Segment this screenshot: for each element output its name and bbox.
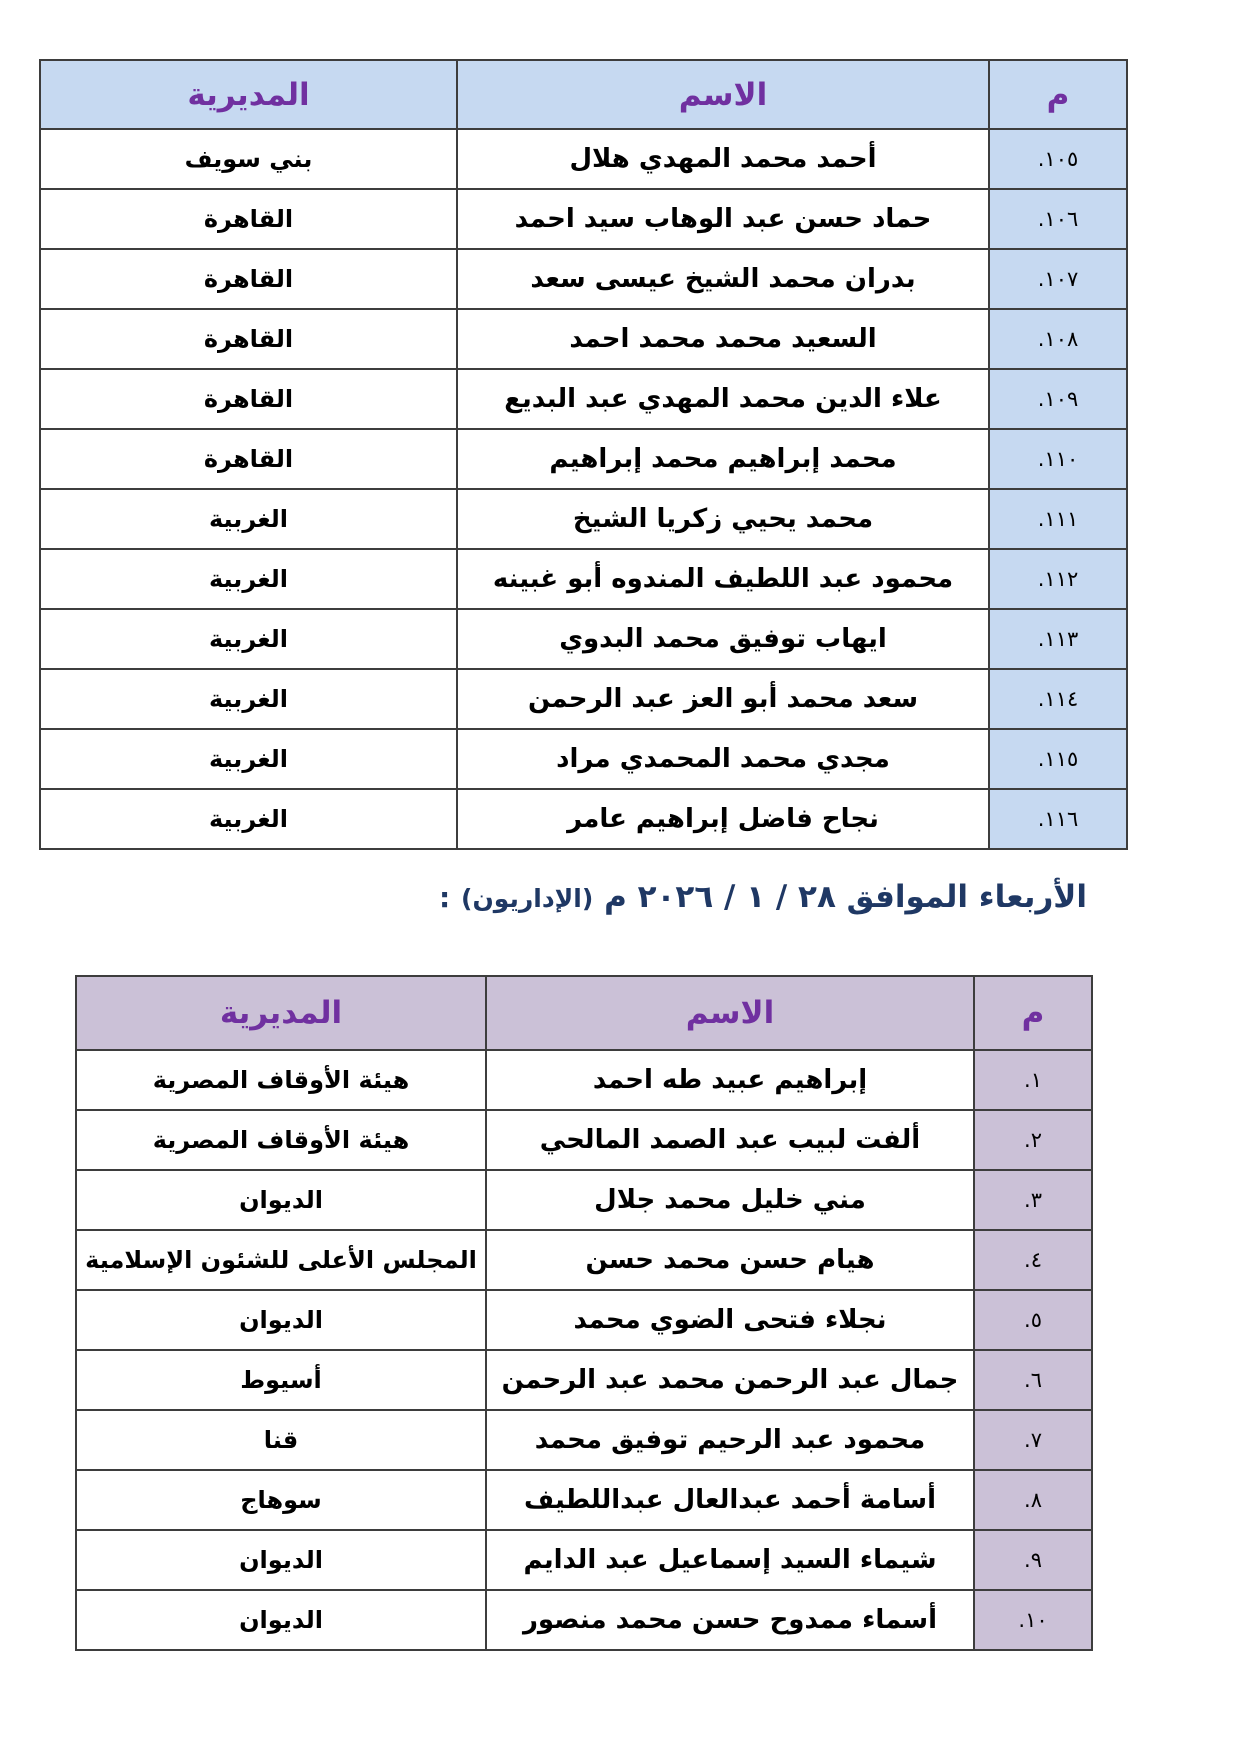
directorate-cell: القاهرة: [40, 429, 457, 489]
table-row: [40, 489, 1127, 549]
roster-table-2: [75, 975, 1093, 1651]
directorate-cell: قنا: [76, 1410, 486, 1470]
name-cell: علاء الدين محمد المهدي عبد البديع: [457, 369, 989, 429]
serial-cell: ١٠٥.: [989, 129, 1127, 189]
serial-cell: ٩.: [974, 1530, 1092, 1590]
name-cell: أحمد محمد المهدي هلال: [457, 129, 989, 189]
col-header-directorate: المديرية: [76, 976, 486, 1050]
table-row: [76, 1110, 1092, 1170]
table-row: [76, 1530, 1092, 1590]
name-cell: سعد محمد أبو العز عبد الرحمن: [457, 669, 989, 729]
serial-cell: ١٠٩.: [989, 369, 1127, 429]
serial-cell: ٧.: [974, 1410, 1092, 1470]
col-header-serial: م: [974, 976, 1092, 1050]
name-cell: محمود عبد اللطيف المندوه أبو غبينه: [457, 549, 989, 609]
serial-cell: ١١٠.: [989, 429, 1127, 489]
serial-cell: ١١١.: [989, 489, 1127, 549]
name-cell: ايهاب توفيق محمد البدوي: [457, 609, 989, 669]
serial-cell: ٢.: [974, 1110, 1092, 1170]
table-row: [76, 1290, 1092, 1350]
header-row: [76, 976, 1092, 1050]
directorate-cell: المجلس الأعلى للشئون الإسلامية: [76, 1230, 486, 1290]
table-row: [40, 669, 1127, 729]
roster-table-1: [39, 59, 1128, 850]
serial-cell: ١١٥.: [989, 729, 1127, 789]
table-row: [40, 549, 1127, 609]
directorate-cell: الغربية: [40, 609, 457, 669]
directorate-cell: الغربية: [40, 489, 457, 549]
table-row: [40, 189, 1127, 249]
serial-cell: ٦.: [974, 1350, 1092, 1410]
serial-cell: ٨.: [974, 1470, 1092, 1530]
serial-cell: ٥.: [974, 1290, 1092, 1350]
serial-cell: ٤.: [974, 1230, 1092, 1290]
name-cell: نجلاء فتحى الضوي محمد: [486, 1290, 974, 1350]
name-cell: حماد حسن عبد الوهاب سيد احمد: [457, 189, 989, 249]
section-heading-colon: :: [439, 881, 451, 914]
name-cell: هيام حسن محمد حسن: [486, 1230, 974, 1290]
col-header-name: الاسم: [486, 976, 974, 1050]
section-heading: [439, 879, 1087, 915]
serial-cell: ١٠٧.: [989, 249, 1127, 309]
name-cell: أسماء ممدوح حسن محمد منصور: [486, 1590, 974, 1650]
name-cell: أسامة أحمد عبدالعال عبداللطيف: [486, 1470, 974, 1530]
directorate-cell: القاهرة: [40, 369, 457, 429]
name-cell: إبراهيم عبيد طه احمد: [486, 1050, 974, 1110]
serial-cell: ١٠.: [974, 1590, 1092, 1650]
roster-table-2-body: [76, 1050, 1092, 1650]
name-cell: مني خليل محمد جلال: [486, 1170, 974, 1230]
table-row: [76, 1410, 1092, 1470]
name-cell: محمود عبد الرحيم توفيق محمد: [486, 1410, 974, 1470]
header-row: [40, 60, 1127, 129]
directorate-cell: الديوان: [76, 1590, 486, 1650]
name-cell: السعيد محمد محمد احمد: [457, 309, 989, 369]
directorate-cell: الديوان: [76, 1170, 486, 1230]
section-heading-group: (الإداريون): [461, 884, 594, 913]
directorate-cell: الغربية: [40, 729, 457, 789]
table-row: [76, 1590, 1092, 1650]
col-header-serial: م: [989, 60, 1127, 129]
directorate-cell: بني سويف: [40, 129, 457, 189]
directorate-cell: الغربية: [40, 549, 457, 609]
col-header-directorate: المديرية: [40, 60, 457, 129]
serial-cell: ١٠٨.: [989, 309, 1127, 369]
table-row: [40, 249, 1127, 309]
name-cell: نجاح فاضل إبراهيم عامر: [457, 789, 989, 849]
directorate-cell: الغربية: [40, 789, 457, 849]
table-row: [40, 369, 1127, 429]
serial-cell: ١١٣.: [989, 609, 1127, 669]
table-row: [40, 429, 1127, 489]
table-row: [76, 1230, 1092, 1290]
directorate-cell: القاهرة: [40, 249, 457, 309]
serial-cell: ٣.: [974, 1170, 1092, 1230]
name-cell: جمال عبد الرحمن محمد عبد الرحمن: [486, 1350, 974, 1410]
serial-cell: ١١٤.: [989, 669, 1127, 729]
name-cell: مجدي محمد المحمدي مراد: [457, 729, 989, 789]
serial-cell: ١١٦.: [989, 789, 1127, 849]
table-row: [76, 1470, 1092, 1530]
directorate-cell: الديوان: [76, 1290, 486, 1350]
table-row: [76, 1050, 1092, 1110]
directorate-cell: الغربية: [40, 669, 457, 729]
name-cell: بدران محمد الشيخ عيسى سعد: [457, 249, 989, 309]
table-row: [76, 1350, 1092, 1410]
table-row: [40, 789, 1127, 849]
serial-cell: ١١٢.: [989, 549, 1127, 609]
section-heading-date: الأربعاء الموافق ٢٨ / ١ / ٢٠٢٦ م: [604, 879, 1087, 915]
name-cell: محمد إبراهيم محمد إبراهيم: [457, 429, 989, 489]
directorate-cell: القاهرة: [40, 189, 457, 249]
table-row: [40, 609, 1127, 669]
table-row: [40, 309, 1127, 369]
serial-cell: ١٠٦.: [989, 189, 1127, 249]
name-cell: شيماء السيد إسماعيل عبد الدايم: [486, 1530, 974, 1590]
directorate-cell: القاهرة: [40, 309, 457, 369]
table-row: [76, 1170, 1092, 1230]
table-row: [40, 729, 1127, 789]
directorate-cell: هيئة الأوقاف المصرية: [76, 1050, 486, 1110]
serial-cell: ١.: [974, 1050, 1092, 1110]
table-row: [40, 129, 1127, 189]
directorate-cell: أسيوط: [76, 1350, 486, 1410]
directorate-cell: هيئة الأوقاف المصرية: [76, 1110, 486, 1170]
name-cell: ألفت لبيب عبد الصمد المالحي: [486, 1110, 974, 1170]
directorate-cell: سوهاج: [76, 1470, 486, 1530]
roster-table-1-body: [40, 129, 1127, 849]
directorate-cell: الديوان: [76, 1530, 486, 1590]
name-cell: محمد يحيي زكريا الشيخ: [457, 489, 989, 549]
col-header-name: الاسم: [457, 60, 989, 129]
